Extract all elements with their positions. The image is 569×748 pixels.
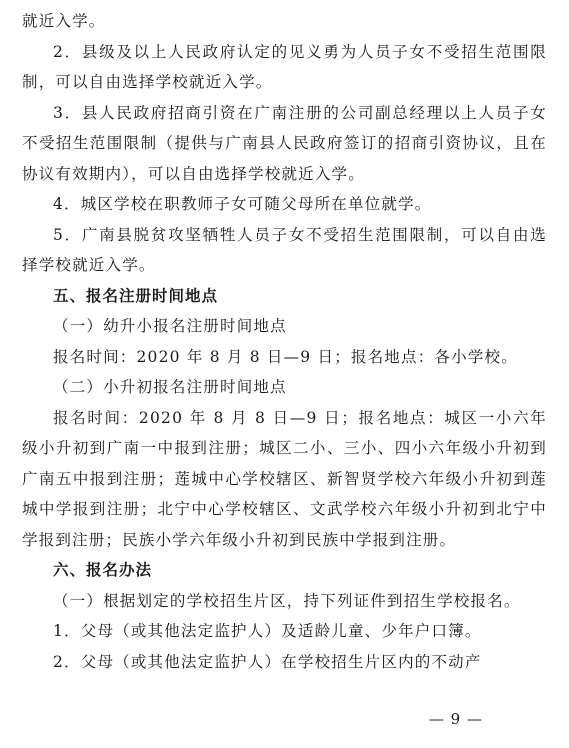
paragraph-3: 3．县人民政府招商引资在广南注册的公司副总经理以上人员子女不受招生范围限制（提供与广南县人民政府签订的招商引资协议，且在协议有效期内），可以自由选择学校就近入学。 [22, 103, 547, 183]
paragraph-6-1: （一）根据划定的学校招生片区，持下列证件到招生学校报名。 [53, 591, 521, 610]
paragraph-6-1-item-2: 2．父母（或其他法定监护人）在学校招生片区内的不动产 [53, 652, 482, 671]
page-number: — 9 — [428, 710, 483, 728]
subheading-5-2: （二）小升初报名注册时间地点 [53, 378, 287, 396]
paragraph-4: 4．城区学校在职教师子女可随父母所在单位就学。 [53, 195, 432, 213]
paragraph-1: 就近入学。 [22, 12, 106, 30]
section-heading-5: 五、报名注册时间地点 [53, 286, 219, 305]
section-heading-6: 六、报名办法 [53, 561, 153, 579]
paragraph-registration-primary: 报名时间：2020 年 8 月 8 日—9 日；报名地点：各小学校。 [53, 347, 518, 366]
paragraph-6-1-item-1: 1．父母（或其他法定监护人）及适龄儿童、少年户口簿。 [53, 622, 482, 640]
paragraph-5: 5．广南县脱贫攻坚牺牲人员子女不受招生范围限制，可以自由选择学校就近入学。 [22, 225, 547, 274]
document-body [22, 6, 547, 677]
subheading-5-1: （一）幼升小报名注册时间地点 [53, 317, 287, 335]
paragraph-2: 2．县级及以上人民政府认定的见义勇为人员子女不受招生范围限制，可以自由选择学校就近入学。 [22, 42, 547, 91]
paragraph-registration-middle: 报名时间：2020 年 8 月 8 日—9 日；报名地点：城区一小六年级小升初到广南一中报到注册；城区二小、三小、四小六年级小升初到广南五中报到注册；莲城中心学校辖区、新智贤学校六年级小升初到莲城中学报到注册；北宁中心学校辖区、文武学校六年级小升初到北宁中学报到注册；民族小学六年级小升初到民族中学报到注册。 [22, 408, 547, 549]
